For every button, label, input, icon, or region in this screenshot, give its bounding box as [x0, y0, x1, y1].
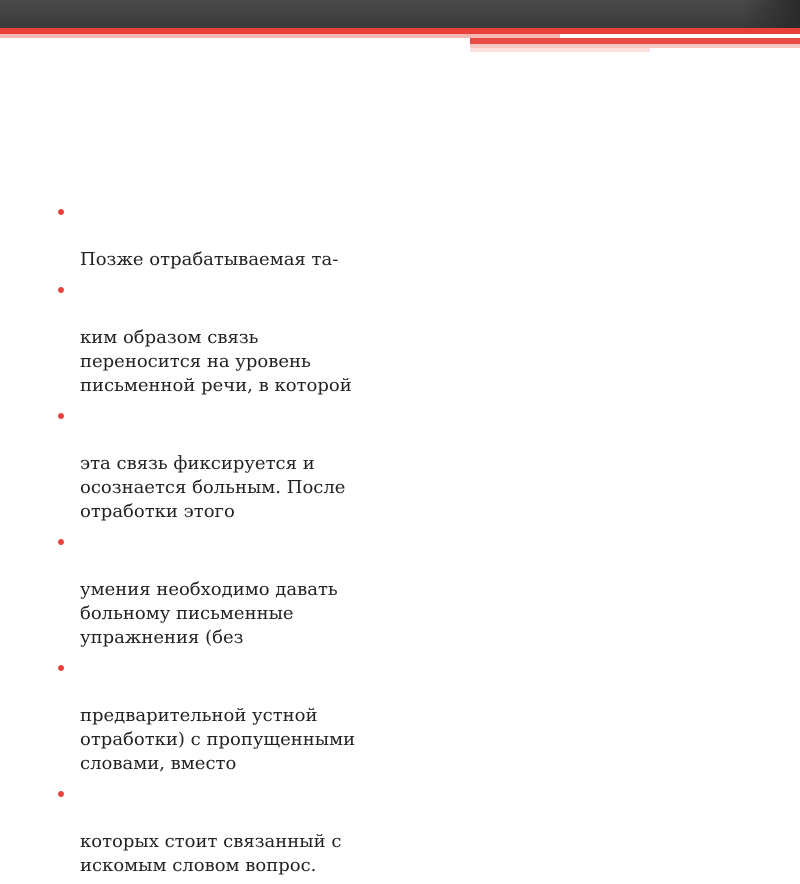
bullet-list — [56, 200, 396, 884]
bullet-text: умения необходимо давать больному письменные упражнения (без — [80, 579, 338, 648]
bullet-text: предварительной устной отработки) с пропущенными словами, вместо — [80, 705, 356, 774]
slide-header-bar — [0, 0, 800, 28]
accent-stripe-right-faint — [470, 48, 650, 52]
bullet-text: ким образом связь переносится на уровень письменной речи, в которой — [80, 327, 352, 396]
bullet-dot-icon — [58, 665, 64, 671]
bullet-text: которых стоит связанный с искомым словом вопрос. — [80, 831, 342, 876]
bullet-dot-icon — [58, 287, 64, 293]
bullet-item — [56, 782, 396, 878]
bullet-item — [56, 200, 396, 272]
bullet-item — [56, 656, 396, 776]
bullet-dot-icon — [58, 413, 64, 419]
bullet-text: эта связь фиксируется и осознается больным. После отработки этого — [80, 453, 346, 522]
bullet-dot-icon — [58, 539, 64, 545]
bullet-dot-icon — [58, 209, 64, 215]
bullet-dot-icon — [58, 791, 64, 797]
bullet-item — [56, 404, 396, 524]
bullet-text: Позже отрабатываемая та- — [80, 249, 339, 270]
corner-shadow — [740, 0, 800, 30]
bullet-item — [56, 530, 396, 650]
bullet-item — [56, 278, 396, 398]
